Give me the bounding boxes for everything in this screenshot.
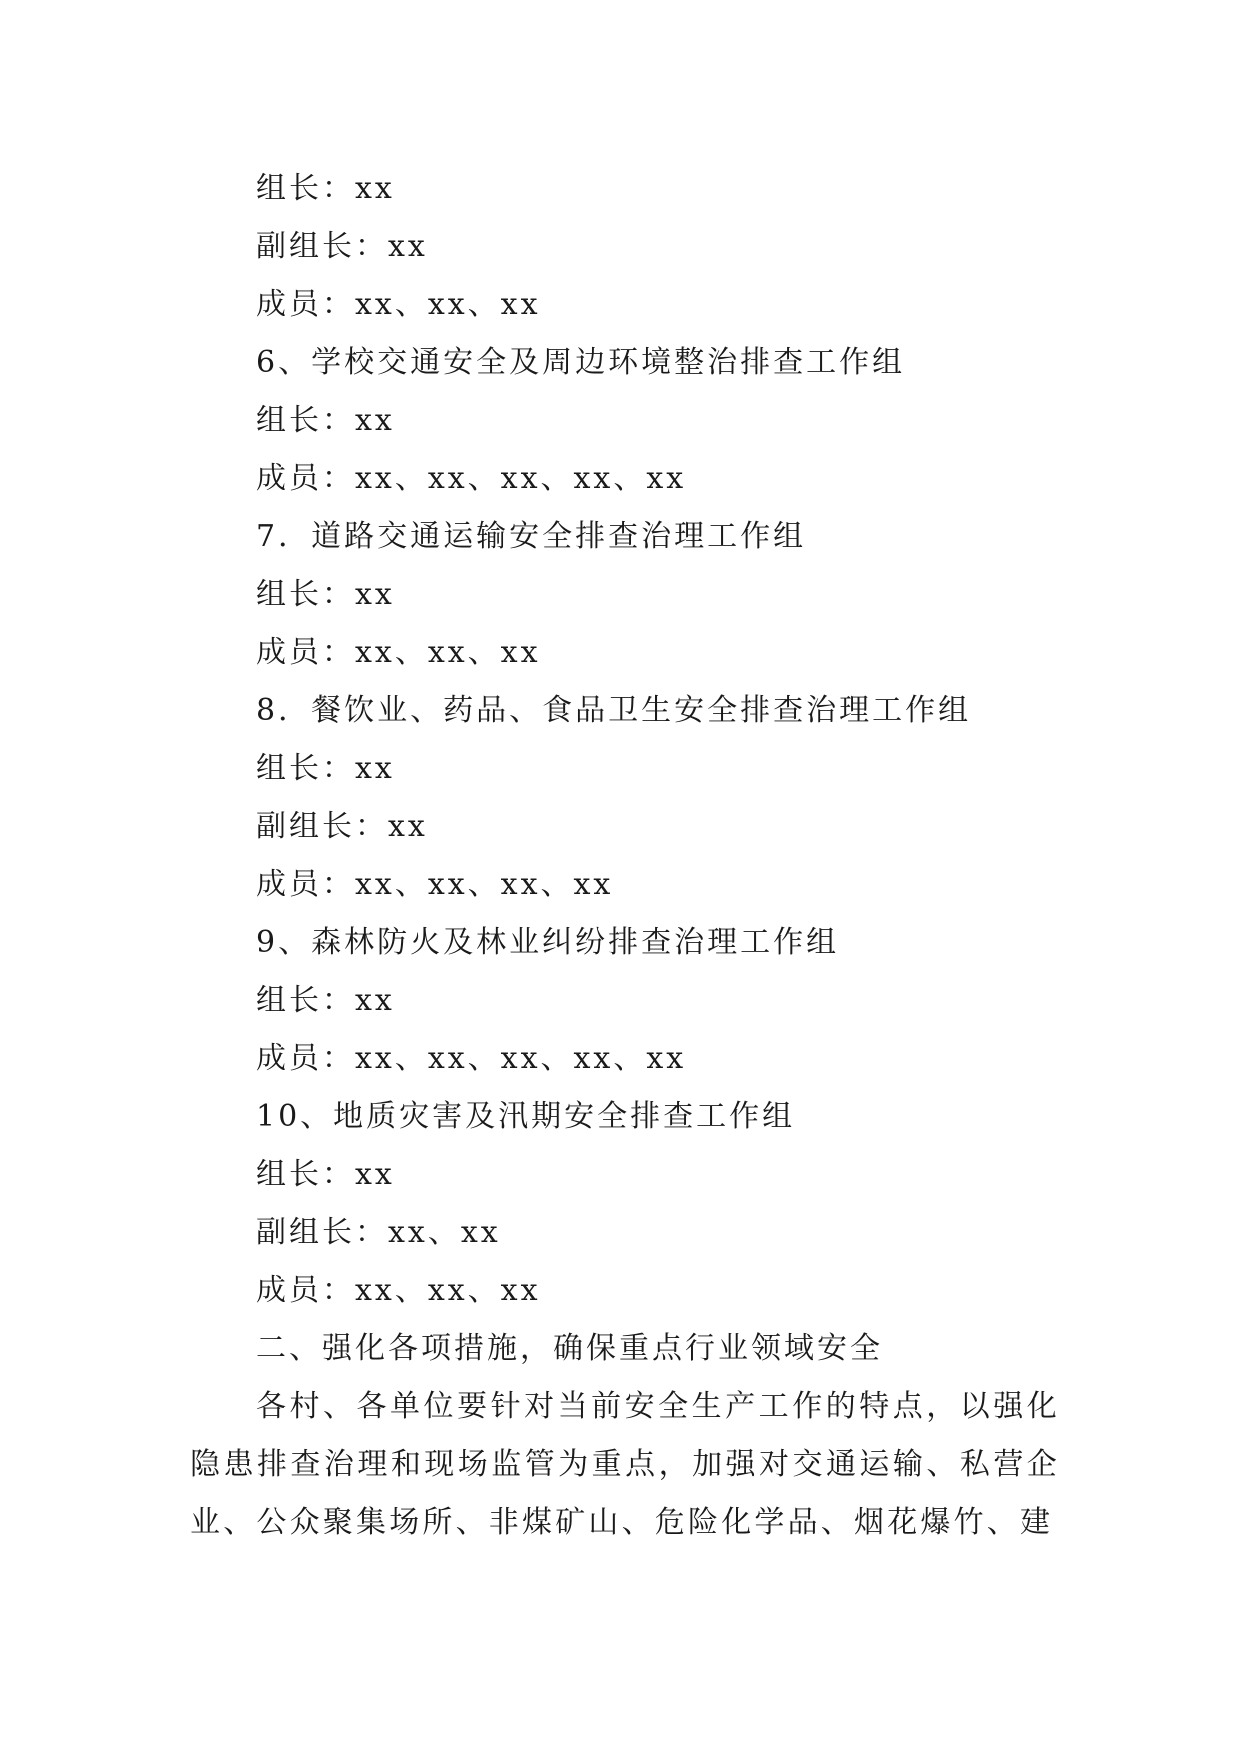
group-heading-7: 7．道路交通运输安全排查治理工作组 <box>256 519 807 554</box>
deputy-leader-line: 副组长：xx <box>256 229 428 264</box>
members-line: 成员：xx、xx、xx <box>256 635 541 670</box>
members-line: 成员：xx、xx、xx、xx <box>256 867 614 902</box>
leader-line: 组长：xx <box>256 171 395 206</box>
leader-line: 组长：xx <box>256 403 395 438</box>
group-heading-10: 10、地质灾害及汛期安全排查工作组 <box>256 1099 796 1134</box>
section-heading: 二、强化各项措施，确保重点行业领域安全 <box>256 1331 883 1366</box>
members-line: 成员：xx、xx、xx <box>256 1273 541 1308</box>
deputy-leader-line: 副组长：xx、xx <box>256 1215 501 1250</box>
leader-line: 组长：xx <box>256 751 395 786</box>
members-line: 成员：xx、xx、xx、xx、xx <box>256 461 687 496</box>
group-heading-9: 9、森林防火及林业纠纷排查治理工作组 <box>256 925 840 960</box>
group-heading-6: 6、学校交通安全及周边环境整治排查工作组 <box>256 345 906 380</box>
body-paragraph: 各村、各单位要针对当前安全生产工作的特点，以强化隐患排查治理和现场监管为重点，加强对交通运输、私营企业、公众聚集场所、非煤矿山、危险化学品、烟花爆竹、建 <box>190 1389 1060 1540</box>
members-line: 成员：xx、xx、xx <box>256 287 541 322</box>
leader-line: 组长：xx <box>256 983 395 1018</box>
deputy-leader-line: 副组长：xx <box>256 809 428 844</box>
document-body <box>190 160 1060 1552</box>
members-line: 成员：xx、xx、xx、xx、xx <box>256 1041 687 1076</box>
group-heading-8: 8．餐饮业、药品、食品卫生安全排查治理工作组 <box>256 693 972 728</box>
leader-line: 组长：xx <box>256 577 395 612</box>
leader-line: 组长：xx <box>256 1157 395 1192</box>
